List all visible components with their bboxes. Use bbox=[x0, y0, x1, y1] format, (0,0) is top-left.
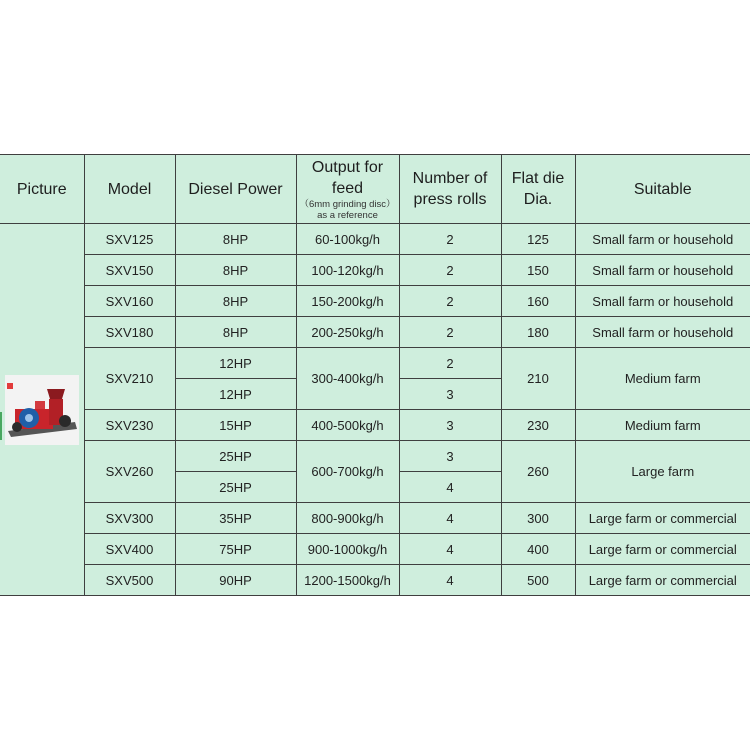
cell-model: SXV210 bbox=[84, 348, 175, 410]
cell-die: 500 bbox=[501, 565, 575, 596]
cell-die: 210 bbox=[501, 348, 575, 410]
cell-die: 160 bbox=[501, 286, 575, 317]
cell-rolls: 3 bbox=[399, 379, 501, 410]
table-row bbox=[0, 503, 750, 534]
cell-rolls: 2 bbox=[399, 286, 501, 317]
cell-model: SXV150 bbox=[84, 255, 175, 286]
cell-power: 8HP bbox=[175, 317, 296, 348]
cell-power: 75HP bbox=[175, 534, 296, 565]
table-row bbox=[0, 317, 750, 348]
cell-power: 35HP bbox=[175, 503, 296, 534]
cell-die: 230 bbox=[501, 410, 575, 441]
cell-suitable: Small farm or household bbox=[575, 286, 750, 317]
cell-suitable: Large farm or commercial bbox=[575, 534, 750, 565]
cell-power: 8HP bbox=[175, 286, 296, 317]
cell-rolls: 4 bbox=[399, 503, 501, 534]
cell-rolls: 2 bbox=[399, 317, 501, 348]
cell-output: 100-120kg/h bbox=[296, 255, 399, 286]
cell-rolls: 2 bbox=[399, 224, 501, 255]
header-flat-die: Flat die Dia. bbox=[501, 155, 575, 224]
header-diesel-power: Diesel Power bbox=[175, 155, 296, 224]
cell-suitable: Large farm bbox=[575, 441, 750, 503]
header-output bbox=[296, 155, 399, 224]
sheet-edge-marker bbox=[0, 412, 2, 440]
cell-output: 1200-1500kg/h bbox=[296, 565, 399, 596]
cell-output: 150-200kg/h bbox=[296, 286, 399, 317]
cell-model: SXV400 bbox=[84, 534, 175, 565]
cell-model: SXV180 bbox=[84, 317, 175, 348]
cell-power: 25HP bbox=[175, 472, 296, 503]
table-row bbox=[0, 286, 750, 317]
header-model: Model bbox=[84, 155, 175, 224]
cell-rolls: 3 bbox=[399, 410, 501, 441]
cell-power: 12HP bbox=[175, 348, 296, 379]
cell-rolls: 4 bbox=[399, 565, 501, 596]
cell-die: 180 bbox=[501, 317, 575, 348]
cell-suitable: Medium farm bbox=[575, 410, 750, 441]
cell-die: 300 bbox=[501, 503, 575, 534]
cell-model: SXV260 bbox=[84, 441, 175, 503]
cell-power: 90HP bbox=[175, 565, 296, 596]
cell-power: 15HP bbox=[175, 410, 296, 441]
cell-model: SXV300 bbox=[84, 503, 175, 534]
cell-model: SXV500 bbox=[84, 565, 175, 596]
cell-suitable: Medium farm bbox=[575, 348, 750, 410]
table-row bbox=[0, 410, 750, 441]
cell-output: 600-700kg/h bbox=[296, 441, 399, 503]
cell-rolls: 2 bbox=[399, 348, 501, 379]
cell-output: 900-1000kg/h bbox=[296, 534, 399, 565]
cell-suitable: Large farm or commercial bbox=[575, 565, 750, 596]
cell-output: 60-100kg/h bbox=[296, 224, 399, 255]
cell-power: 12HP bbox=[175, 379, 296, 410]
table-row bbox=[0, 255, 750, 286]
spec-table-sheet bbox=[0, 154, 750, 596]
cell-output: 800-900kg/h bbox=[296, 503, 399, 534]
cell-output: 200-250kg/h bbox=[296, 317, 399, 348]
cell-suitable: Small farm or household bbox=[575, 255, 750, 286]
picture-cell bbox=[0, 224, 84, 596]
table-row bbox=[0, 565, 750, 596]
cell-suitable: Small farm or household bbox=[575, 317, 750, 348]
cell-power: 8HP bbox=[175, 255, 296, 286]
header-output-title: Output for feed bbox=[311, 159, 384, 197]
cell-die: 400 bbox=[501, 534, 575, 565]
cell-rolls: 3 bbox=[399, 441, 501, 472]
cell-model: SXV230 bbox=[84, 410, 175, 441]
table-row bbox=[0, 441, 750, 472]
cell-model: SXV125 bbox=[84, 224, 175, 255]
cell-die: 260 bbox=[501, 441, 575, 503]
cell-suitable: Small farm or household bbox=[575, 224, 750, 255]
header-suitable: Suitable bbox=[575, 155, 750, 224]
table-header-row bbox=[0, 155, 750, 224]
header-output-note: （6mm grinding disc）as a reference bbox=[299, 199, 396, 221]
cell-output: 400-500kg/h bbox=[296, 410, 399, 441]
cell-power: 25HP bbox=[175, 441, 296, 472]
table-row bbox=[0, 534, 750, 565]
pellet-mill-machine-icon bbox=[5, 375, 79, 445]
spec-table bbox=[0, 154, 750, 596]
header-press-rolls: Number of press rolls bbox=[399, 155, 501, 224]
cell-rolls: 4 bbox=[399, 534, 501, 565]
cell-die: 150 bbox=[501, 255, 575, 286]
cell-model: SXV160 bbox=[84, 286, 175, 317]
cell-output: 300-400kg/h bbox=[296, 348, 399, 410]
header-picture: Picture bbox=[0, 155, 84, 224]
table-row bbox=[0, 224, 750, 255]
table-row bbox=[0, 348, 750, 379]
cell-suitable: Large farm or commercial bbox=[575, 503, 750, 534]
cell-rolls: 4 bbox=[399, 472, 501, 503]
cell-power: 8HP bbox=[175, 224, 296, 255]
cell-die: 125 bbox=[501, 224, 575, 255]
cell-rolls: 2 bbox=[399, 255, 501, 286]
